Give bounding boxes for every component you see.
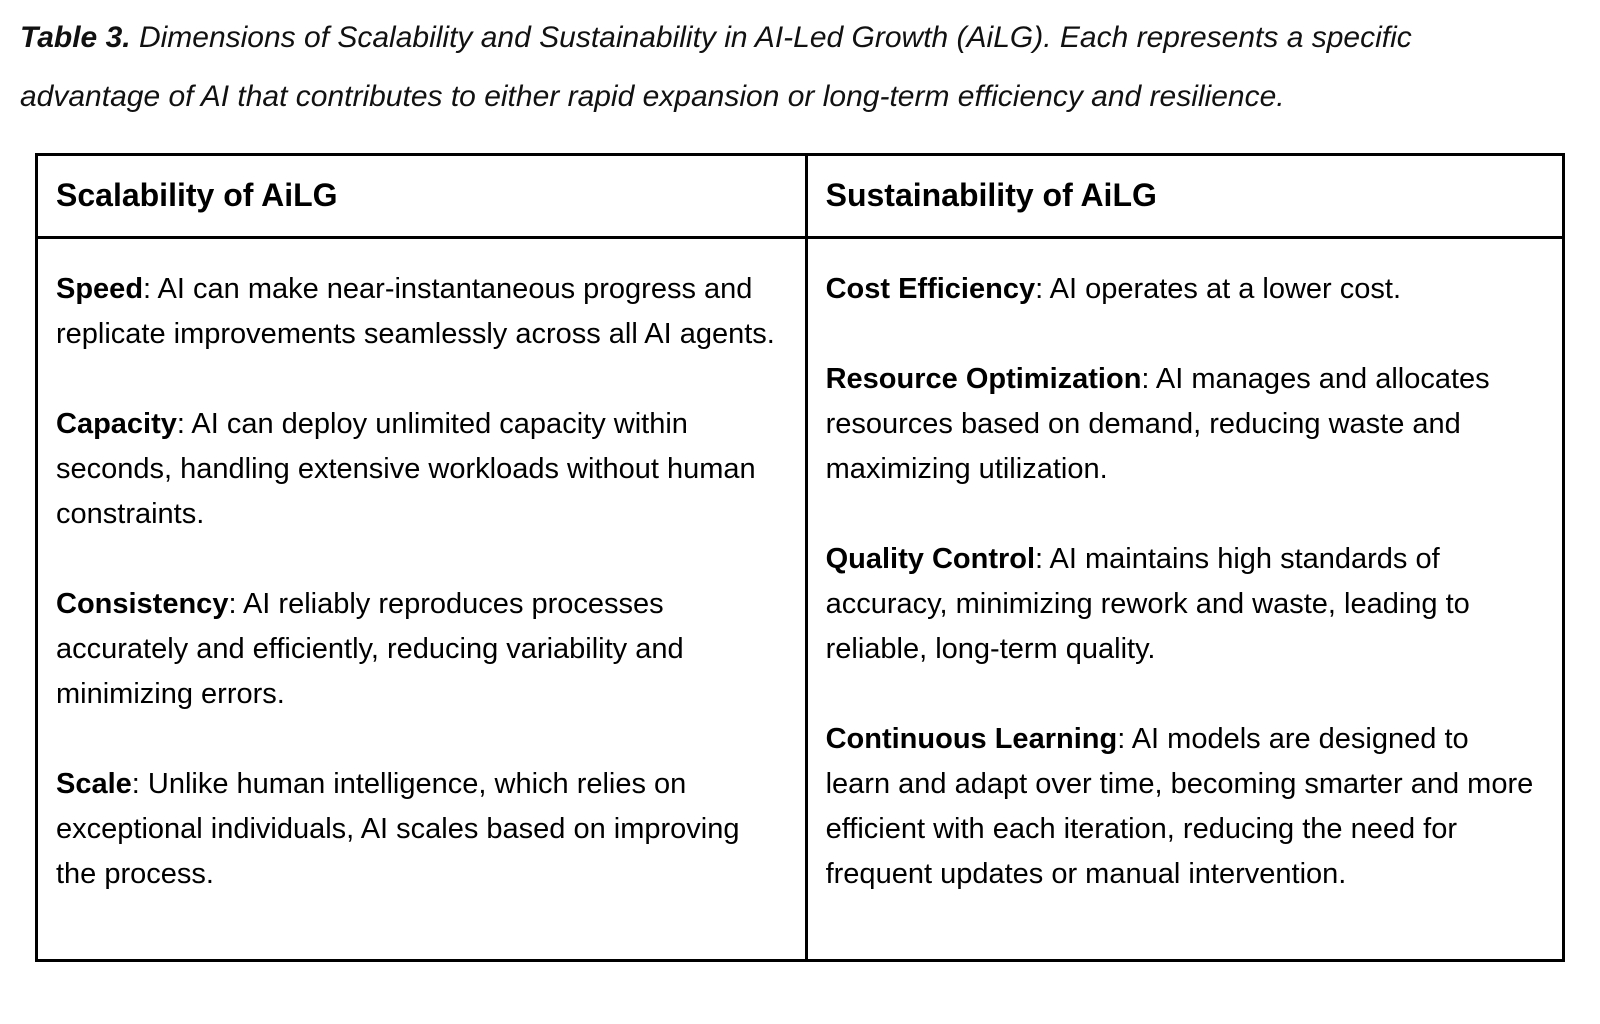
table-caption-label: Table 3.: [20, 21, 131, 54]
entry-description: : AI can deploy unlimited capacity within seconds, handling extensive workloads without human constraints.: [56, 408, 756, 530]
entry-description: : AI models are designed to learn and adapt over time, becoming smarter and more efficient with each iteration, reducing the need for frequent updates or manual intervention.: [825, 723, 1534, 890]
entry-description: : AI manages and allocates resources based on demand, reducing waste and maximizing utilization.: [825, 363, 1490, 485]
header-row: [37, 155, 1564, 238]
table-caption-text: Dimensions of Scalability and Sustainability in AI-Led Growth (AiLG). Each represents a specific advantage of AI that contributes to either rapid expansion or long-term efficiency and resilience.: [20, 21, 1412, 113]
entry-quality-control: [826, 537, 1540, 672]
entry-term: Cost Efficiency: [825, 273, 1036, 305]
body-row: [37, 238, 1564, 961]
entry-description: : AI operates at a lower cost.: [1035, 273, 1402, 305]
entry-capacity: [56, 402, 783, 537]
entry-term: Speed: [56, 273, 144, 305]
scalability-cell: [37, 238, 807, 961]
entry-description: : AI can make near-instantaneous progress and replicate improvements seamlessly across all AI agents.: [56, 273, 775, 350]
entry-term: Resource Optimization: [825, 363, 1142, 395]
entry-continuous-learning: [826, 717, 1540, 897]
entry-scale: [56, 762, 783, 897]
table-caption: [20, 8, 1555, 126]
entry-speed: [56, 267, 783, 357]
column-header-scalability: Scalability of AiLG: [37, 155, 807, 238]
entry-term: Consistency: [56, 588, 229, 620]
entry-term: Quality Control: [825, 543, 1036, 575]
sustainability-cell: [806, 238, 1563, 961]
entry-term: Continuous Learning: [825, 723, 1118, 755]
entry-description: : AI reliably reproduces processes accurately and efficiently, reducing variability and minimizing errors.: [56, 588, 684, 710]
entry-description: : Unlike human intelligence, which relies on exceptional individuals, AI scales based on improving the process.: [56, 768, 740, 890]
table-3: [35, 153, 1565, 962]
column-header-sustainability: Sustainability of AiLG: [806, 155, 1563, 238]
entry-consistency: [56, 582, 783, 717]
entry-resource-optimization: [826, 357, 1540, 492]
entry-term: Capacity: [56, 408, 177, 440]
entry-term: Scale: [56, 768, 132, 800]
entry-cost-efficiency: [826, 267, 1540, 312]
entry-description: : AI maintains high standards of accuracy, minimizing rework and waste, leading to reliable, long-term quality.: [825, 543, 1470, 665]
